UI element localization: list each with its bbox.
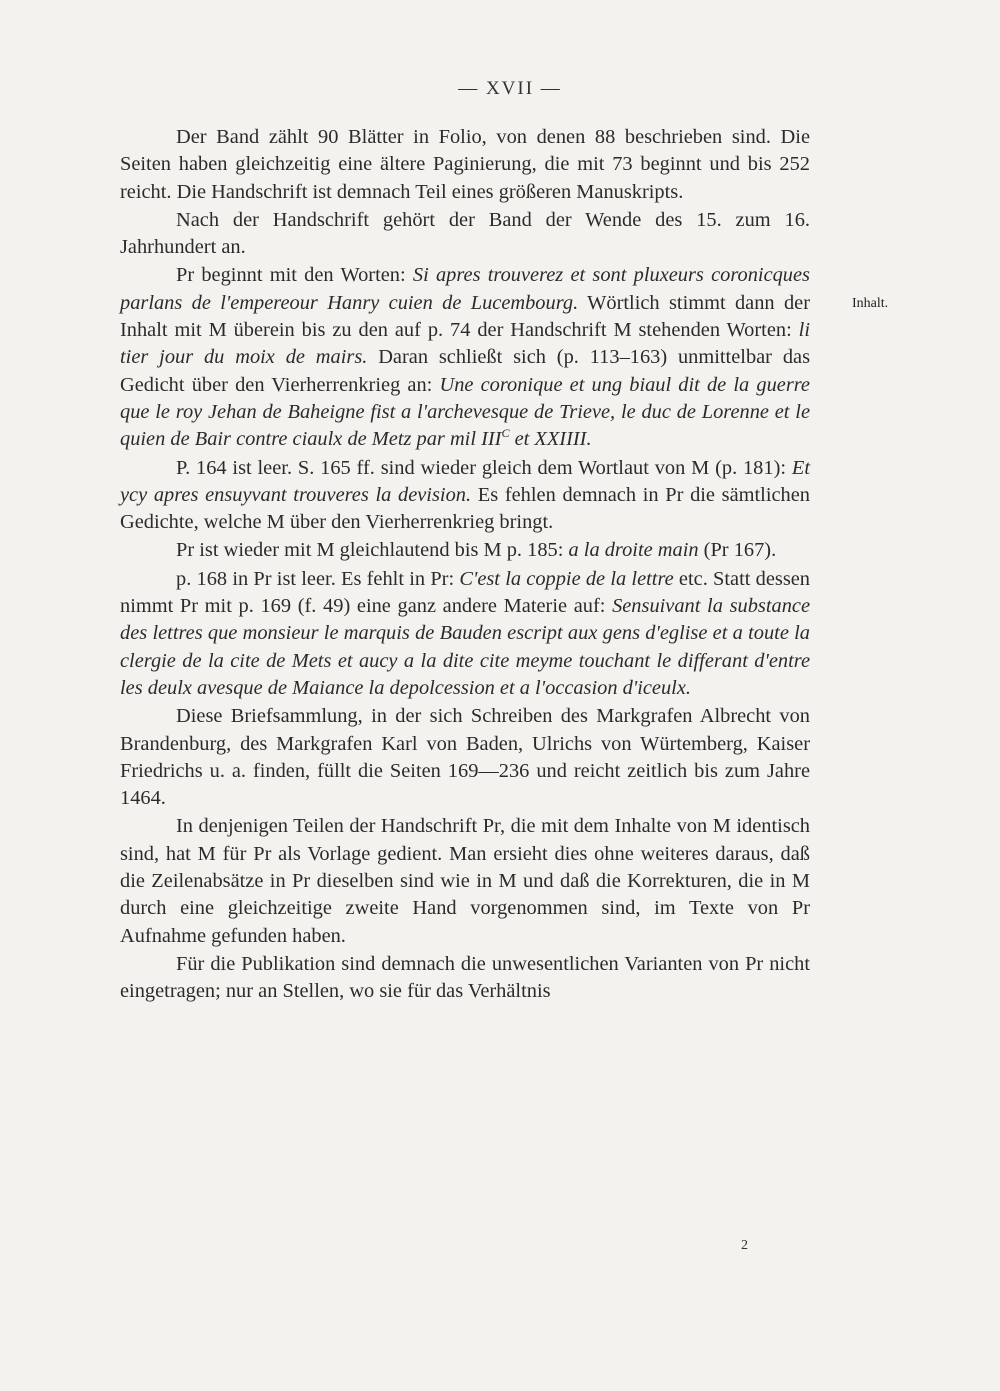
text-run: Daran schließt sich (p. 113–163) unmittelbar das Gedicht über den Vierherrenkrieg an: bbox=[120, 346, 810, 396]
text-run: Pr beginnt mit den Worten: bbox=[176, 264, 413, 287]
paragraph bbox=[120, 124, 810, 206]
paragraph bbox=[120, 207, 810, 262]
paragraph bbox=[120, 537, 810, 564]
text-run: Nach der Handschrift gehört der Band der Wende des 15. zum 16. Jahrhundert an. bbox=[120, 208, 810, 259]
text-run: In denjenigen Teilen der Handschrift Pr, die mit dem Inhalte von M identisch sind, hat M für Pr als Vorlage gedient. Man ersieht dies ohne weiteres daraus, daß die Zeilenabsätze in Pr dieselben sind wie in M und daß die Korrekturen, die in M durch eine gleichzeitige zweite Hand vorgenommen sind, im Texte von Pr Aufnahme gefunden haben. bbox=[120, 815, 810, 947]
paragraph bbox=[120, 455, 810, 537]
text-run: Diese Briefsammlung, in der sich Schreiben des Markgrafen Albrecht von Brandenburg, des Markgrafen Karl von Baden, Ulrichs von Würtemberg, Kaiser Friedrichs u. a. finden, füllt die Seiten 169—236 und reicht zeitlich bis zum Jahre 1464. bbox=[120, 705, 810, 810]
paragraph bbox=[120, 951, 810, 1006]
italic-quote: Si apres trouverez et sont pluxeurs coronicques parlans de l'empereour Hanry cuien de Lucembourg. bbox=[120, 264, 810, 314]
italic-quote: C'est la coppie de la lettre bbox=[459, 567, 674, 590]
italic-quote: a la droite main bbox=[568, 539, 699, 562]
margin-note: Inhalt. bbox=[852, 296, 889, 311]
text-run: P. 164 ist leer. S. 165 ff. sind wieder gleich dem Wortlaut von M (p. 181): bbox=[176, 456, 792, 479]
italic-quote: Et ycy apres ensuyvant trouveres la devision. bbox=[120, 456, 810, 506]
superscript-text: C bbox=[501, 426, 510, 441]
text-run: p. 168 in Pr ist leer. Es fehlt in Pr: bbox=[176, 567, 460, 590]
text-run: Der Band zählt 90 Blätter in Folio, von denen 88 beschrieben sind. Die Seiten haben gleichzeitig eine ältere Paginierung, die mit 73 beginnt und bis 252 reicht. Die Handschrift ist demnach Teil eines größeren Manuskripts. bbox=[120, 126, 810, 203]
text-run: Für die Publikation sind demnach die unwesentlichen Varianten von Pr nicht eingetragen; nur an Stellen, wo sie für das Verhältnis bbox=[120, 952, 810, 1003]
text-run: (Pr 167). bbox=[698, 539, 777, 562]
paragraph bbox=[120, 262, 810, 453]
running-head: — XVII — bbox=[458, 78, 562, 99]
italic-quote: Sensuivant la substance des lettres que monsieur le marquis de Bauden escript aux gens d'eglise et a toute la clergie de la cite de Mets et aucy a la dite cite meyme touchant le differant d'entre les deulx avesque de Maiance la depolcession et a l'occasion d'iceulx. bbox=[120, 595, 810, 699]
main-text-block bbox=[120, 124, 810, 1006]
paragraph bbox=[120, 703, 810, 812]
text-run: Wörtlich stimmt dann der Inhalt mit M überein bis zu den auf p. 74 der Handschrift M stehenden Worten: bbox=[120, 291, 810, 342]
paragraph bbox=[120, 813, 810, 949]
italic-quote: Une coronique et ung biaul dit de la guerre que le roy Jehan de Baheigne fist a l'archevesque de Trieve, le duc de Lorenne et le quien de Bair contre ciaulx de Metz par mil III bbox=[120, 373, 810, 451]
text-run: etc. Statt dessen nimmt Pr mit p. 169 (f. 49) eine ganz andere Materie auf: bbox=[120, 567, 810, 618]
text-run: Pr ist wieder mit M gleichlautend bis M p. 185: bbox=[176, 539, 569, 562]
italic-quote: et XXIIII. bbox=[509, 428, 592, 451]
signature-mark: 2 bbox=[741, 1238, 748, 1253]
italic-quote: li tier jour du moix de mairs. bbox=[120, 319, 810, 369]
paragraph bbox=[120, 566, 810, 702]
text-run: Es fehlen demnach in Pr die sämtlichen Gedichte, welche M über den Vierherrenkrieg bringt. bbox=[120, 483, 810, 534]
